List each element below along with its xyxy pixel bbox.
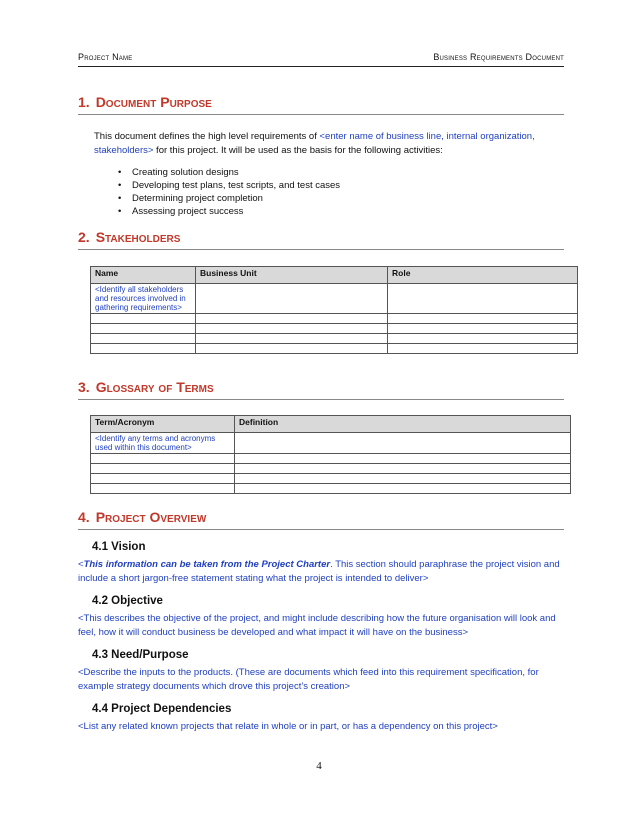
table-cell [91, 464, 235, 474]
table-row [91, 433, 571, 454]
table-row [91, 324, 578, 334]
table-row [91, 334, 578, 344]
table-cell [388, 334, 578, 344]
table-cell [388, 284, 578, 314]
section-3-heading [78, 379, 564, 400]
column-header: Business Unit [196, 267, 388, 284]
glossary-table [90, 415, 571, 494]
table-cell [388, 344, 578, 354]
purpose-paragraph [94, 130, 554, 158]
table-row [91, 484, 571, 494]
purpose-text-end: for this project. It will be used as the basis for the following activities: [153, 145, 443, 156]
list-item: • Creating solution designs [118, 166, 340, 179]
objective-paragraph: <This describes the objective of the project, and might include describing how the future organisation will look and feel, how it will conduct business be developed and what impact it will have on the business> [78, 613, 556, 638]
section-number: 3. [78, 379, 90, 395]
table-cell [91, 324, 196, 334]
table-cell: <Identify any terms and acronyms used within this document> [91, 433, 235, 454]
section-2-heading [78, 229, 564, 250]
vision-heading: 4.1 Vision [92, 541, 146, 553]
section-title: Document Purpose [95, 94, 212, 110]
table-cell [235, 484, 571, 494]
table-cell [196, 324, 388, 334]
table-cell: <Identify all stakeholders and resources involved in gathering requirements> [91, 284, 196, 314]
table-cell [91, 484, 235, 494]
table-row [91, 464, 571, 474]
table-cell [235, 433, 571, 454]
table-cell [235, 474, 571, 484]
vision-emphasis: This information can be taken from the Project Charter [83, 559, 331, 570]
section-title: Project Overview [95, 509, 207, 525]
need-purpose-paragraph: <Describe the inputs to the products. (These are documents which feed into this requirement specification, for example strategy documents which drove this project’s creation> [78, 667, 539, 692]
table-cell [196, 284, 388, 314]
header-document-title: Business Requirements Document [433, 52, 564, 62]
need-purpose-heading: 4.3 Need/Purpose [92, 649, 189, 661]
section-number: 4. [78, 509, 90, 525]
list-item: • Developing test plans, test scripts, and test cases [118, 179, 340, 192]
table-cell [91, 334, 196, 344]
column-header: Term/Acronym [91, 416, 235, 433]
column-header: Name [91, 267, 196, 284]
table-cell [235, 464, 571, 474]
table-row [91, 344, 578, 354]
table-cell [91, 454, 235, 464]
table-cell [235, 454, 571, 464]
section-number: 2. [78, 229, 90, 245]
page-number: 4 [316, 760, 322, 772]
table-row [91, 284, 578, 314]
column-header: Definition [235, 416, 571, 433]
stakeholders-table [90, 266, 578, 354]
table-header-row [91, 267, 578, 284]
table-cell [91, 344, 196, 354]
section-title: Stakeholders [95, 229, 181, 245]
table-cell [196, 344, 388, 354]
table-cell [388, 314, 578, 324]
page-header [78, 52, 564, 67]
section-1-heading [78, 94, 564, 115]
section-title: Glossary of Terms [95, 379, 214, 395]
list-item: • Determining project completion [118, 192, 340, 205]
section-number: 1. [78, 94, 90, 110]
purpose-placeholder: <enter name of business line, internal organization, stakeholders> [94, 131, 535, 156]
table-row [91, 454, 571, 464]
section-4-heading [78, 509, 564, 530]
vision-open-bracket: < [78, 559, 84, 570]
header-project-name: Project Name [78, 52, 133, 62]
purpose-text-start: This document defines the high level requirements of [94, 131, 320, 142]
list-item: • Assessing project success [118, 205, 340, 218]
table-header-row [91, 416, 571, 433]
table-cell [388, 324, 578, 334]
table-cell [91, 474, 235, 484]
vision-text: . This section should paraphrase the project vision and include a short jargon-free statement stating what the project is intended to deliver> [78, 559, 560, 584]
dependencies-paragraph: <List any related known projects that relate in whole or in part, or has a dependency on this project> [78, 721, 498, 732]
table-cell [196, 334, 388, 344]
column-header: Role [388, 267, 578, 284]
activities-list [118, 166, 340, 218]
objective-heading: 4.2 Objective [92, 595, 163, 607]
table-row [91, 314, 578, 324]
table-row [91, 474, 571, 484]
table-cell [196, 314, 388, 324]
table-cell [91, 314, 196, 324]
vision-paragraph [78, 558, 564, 586]
dependencies-heading: 4.4 Project Dependencies [92, 703, 232, 715]
